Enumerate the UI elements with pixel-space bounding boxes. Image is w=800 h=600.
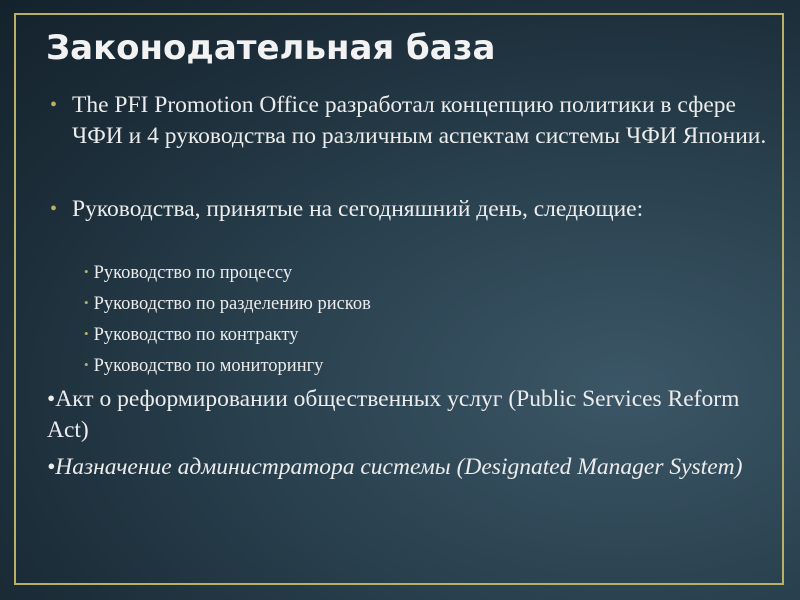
sub-bullet-item [84, 292, 371, 317]
act-item: •Назначение администратора системы (Designated Manager System) [47, 454, 743, 480]
sub-bullet-item [84, 261, 292, 286]
sub-bullet-text: Руководство по мониторингу [93, 356, 324, 376]
sub-bullet-dot-icon: • [84, 264, 89, 279]
sub-bullet-text: Руководство по контракту [93, 325, 299, 345]
sub-bullet-item [84, 354, 323, 379]
bullet-item [50, 194, 770, 225]
sub-bullet-dot-icon: • [84, 295, 89, 310]
sub-bullet-dot-icon: • [84, 326, 89, 341]
sub-bullet-text: Руководство по процессу [93, 263, 293, 283]
sub-bullet-text: Руководство по разделению рисков [93, 294, 371, 314]
bullet-item [50, 90, 770, 152]
act-item: •Акт о реформировании общественных услуг (Public Services Reform Act) [47, 386, 740, 443]
sub-bullet-item [84, 323, 299, 348]
sub-bullet-dot-icon: • [84, 357, 89, 372]
bullet-dot-icon: • [50, 198, 58, 220]
slide-title: Законодательная база [46, 28, 496, 68]
bullet-dot-icon: • [50, 94, 58, 116]
bullet-text: Руководства, принятые на сегодняшний день, следющие: [72, 196, 644, 222]
bullet-text: The PFI Promotion Office разработал концепцию политики в сфере ЧФИ и 4 руководства по различным аспектам системы ЧФИ Японии. [72, 92, 767, 149]
